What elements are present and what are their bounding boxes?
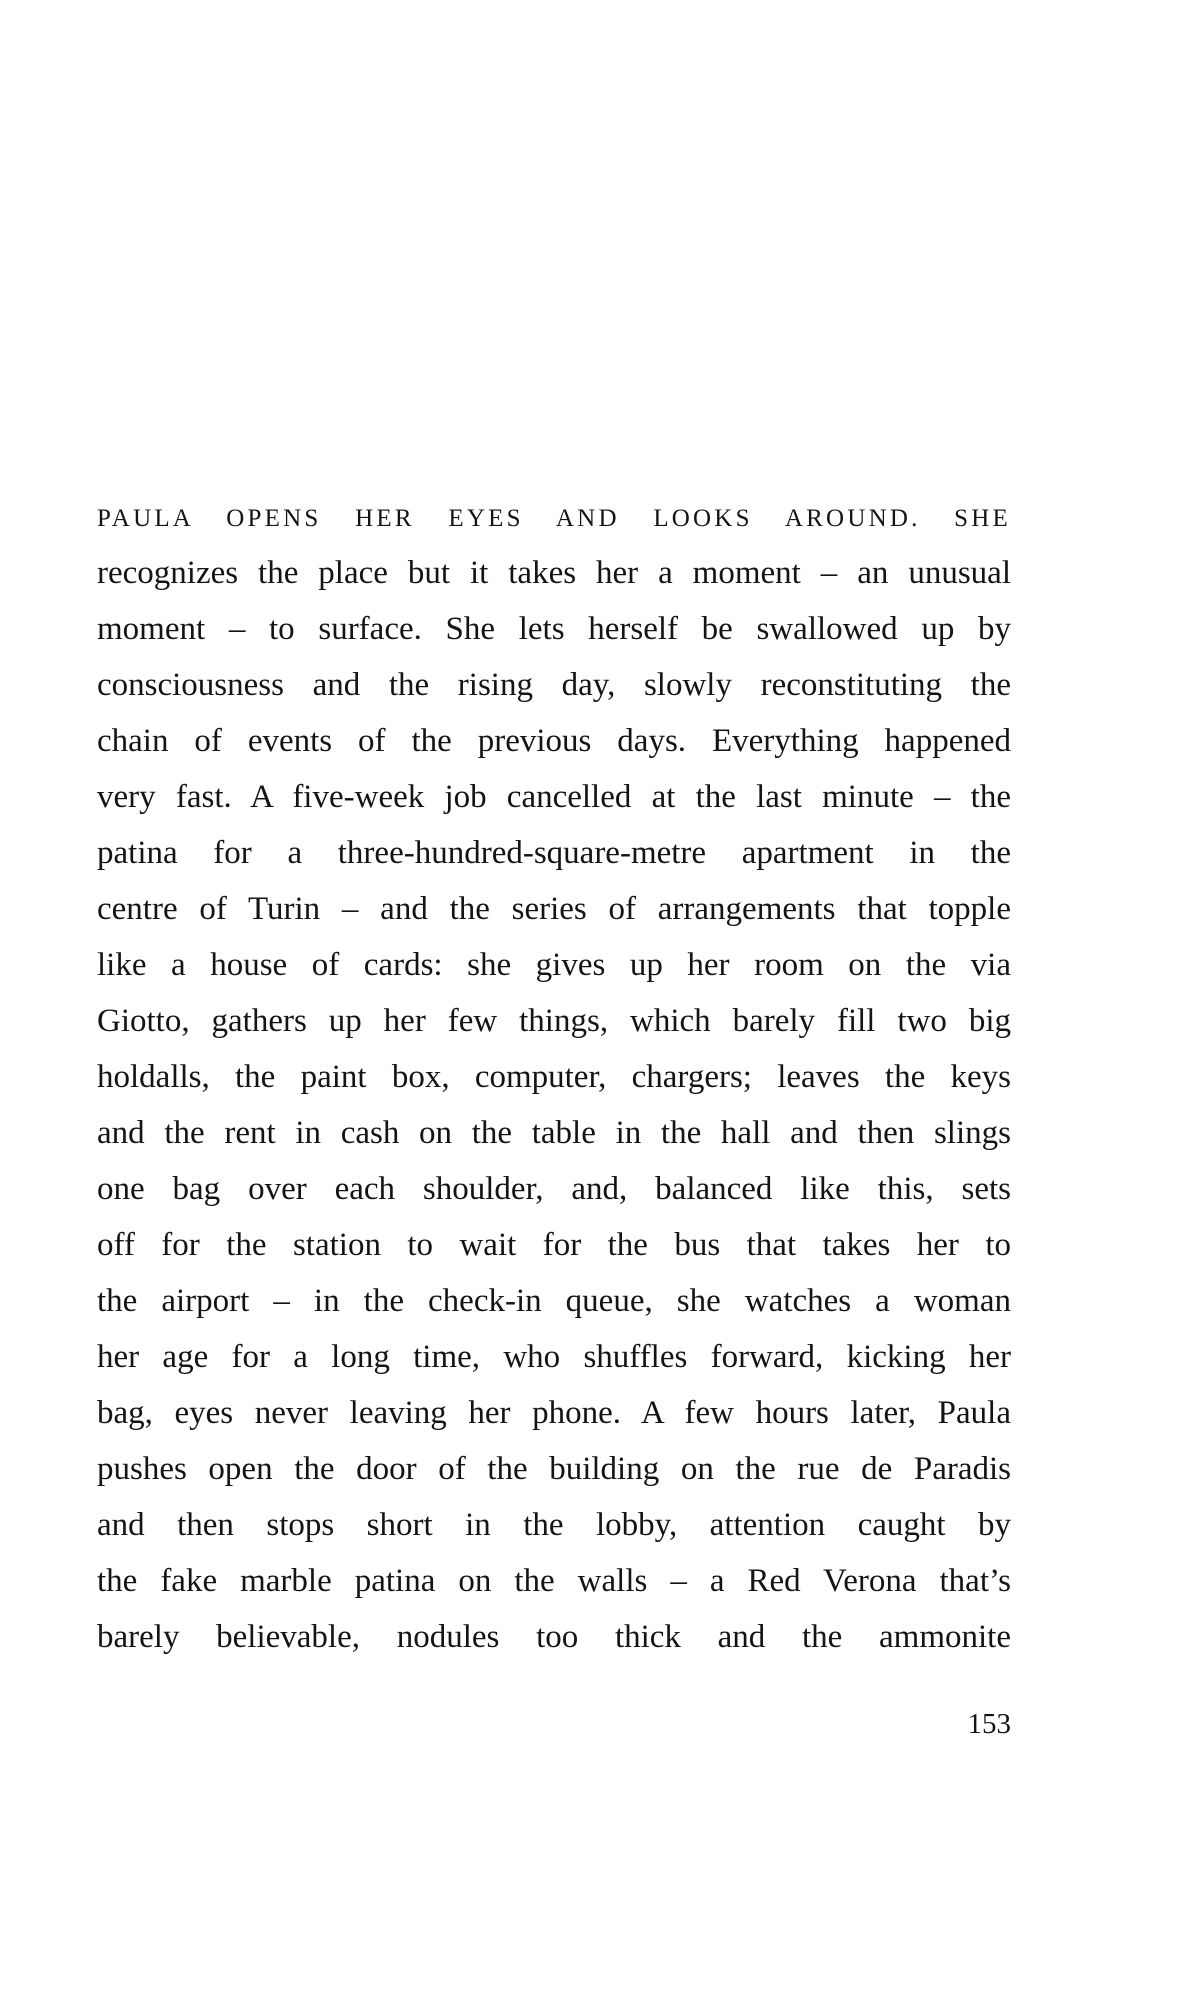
text-line: recognizes the place but it takes her a moment – an unusual xyxy=(97,555,1011,591)
text-line: one bag over each shoulder, and, balanced like this, sets xyxy=(97,1171,1011,1207)
text-line: Giotto, gathers up her few things, which barely fill two big xyxy=(97,1003,1011,1039)
text-line: and the rent in cash on the table in the hall and then slings xyxy=(97,1115,1011,1151)
text-line: holdalls, the paint box, computer, chargers; leaves the keys xyxy=(97,1059,1011,1095)
body-text xyxy=(97,493,1011,1665)
text-line: like a house of cards: she gives up her room on the via xyxy=(97,947,1011,983)
text-line: pushes open the door of the building on the rue de Paradis xyxy=(97,1451,1011,1487)
text-line: very fast. A five-week job cancelled at the last minute – the xyxy=(97,779,1011,815)
text-line: off for the station to wait for the bus that takes her to xyxy=(97,1227,1011,1263)
opening-line-small-caps: PAULA OPENS HER EYES AND LOOKS AROUND. SHE xyxy=(97,505,1011,532)
text-line: moment – to surface. She lets herself be swallowed up by xyxy=(97,611,1011,647)
text-line: the fake marble patina on the walls – a Red Verona that’s xyxy=(97,1563,1011,1599)
page-number: 153 xyxy=(967,1708,1011,1740)
text-line: and then stops short in the lobby, attention caught by xyxy=(97,1507,1011,1543)
text-line: consciousness and the rising day, slowly reconstituting the xyxy=(97,667,1011,703)
text-line: centre of Turin – and the series of arrangements that topple xyxy=(97,891,1011,927)
text-line: the airport – in the check-in queue, she watches a woman xyxy=(97,1283,1011,1319)
text-line: patina for a three-hundred-square-metre apartment in the xyxy=(97,835,1011,871)
text-line: barely believable, nodules too thick and the ammonite xyxy=(97,1619,1011,1655)
text-line: chain of events of the previous days. Everything happened xyxy=(97,723,1011,759)
text-line: her age for a long time, who shuffles forward, kicking her xyxy=(97,1339,1011,1375)
text-line: bag, eyes never leaving her phone. A few hours later, Paula xyxy=(97,1395,1011,1431)
